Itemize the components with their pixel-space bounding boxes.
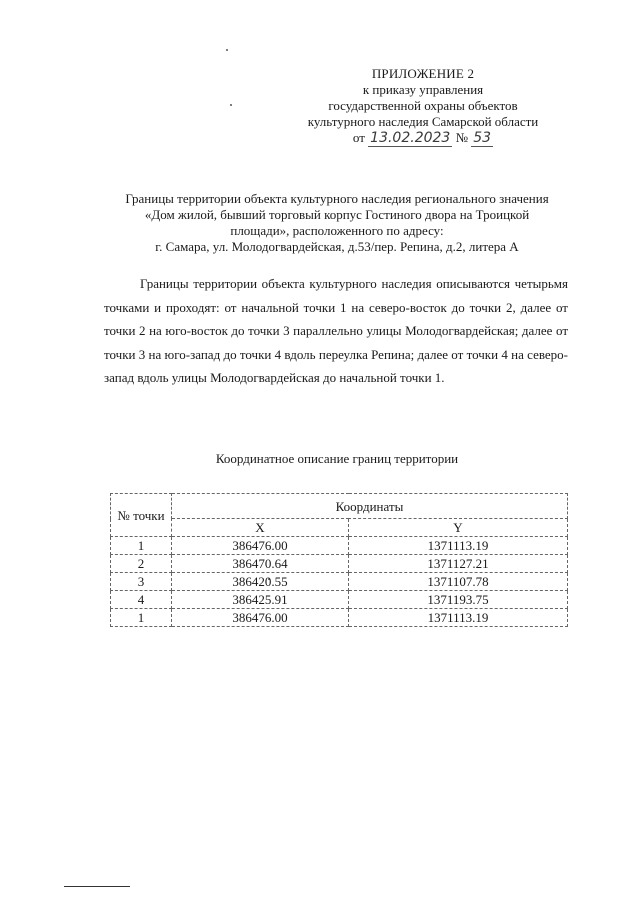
cell-point: 1 <box>111 609 172 627</box>
cell-y: 1371113.19 <box>349 609 568 627</box>
header-coordinates: Координаты <box>172 494 568 519</box>
table-row <box>111 573 568 591</box>
cell-y: 1371193.75 <box>349 591 568 609</box>
cell-x: 386425.91 <box>172 591 349 609</box>
cell-point: 1 <box>111 537 172 555</box>
document-title <box>104 191 570 255</box>
table-row <box>111 591 568 609</box>
coordinates-table <box>110 493 568 627</box>
number-prefix: № <box>455 130 468 145</box>
title-line-2: «Дом жилой, бывший торговый корпус Гостиного двора на Троицкой <box>144 207 530 222</box>
cell-y: 1371127.21 <box>349 555 568 573</box>
boundary-description: Границы территории объекта культурного наследия описываются четырьмя точками и проходят: от начальной точки 1 на северо-восток до точки 2, далее от точки 2 на юго-восток до точки 3 параллельно улицы Молодогвардейская; далее от точки 3 на юго-запад до точки 4 вдоль переулка Репина; далее от точки 4 на северо-запад вдоль улицы Молодогвардейская до начальной точки 1. <box>104 276 568 385</box>
cell-point: 3 <box>111 573 172 591</box>
scan-mark <box>230 104 232 106</box>
appendix-line-2: государственной охраны объектов <box>328 98 518 113</box>
footnote-divider <box>64 886 130 887</box>
cell-point: 2 <box>111 555 172 573</box>
order-number: 53 <box>473 130 492 146</box>
table-row <box>111 537 568 555</box>
table-caption: Координатное описание границ территории <box>215 451 459 466</box>
header-y: Y <box>349 519 568 537</box>
title-line-4: г. Самара, ул. Молодогвардейская, д.53/пер. Репина, д.2, литера А <box>155 239 519 254</box>
appendix-line-3: культурного наследия Самарской области <box>307 114 539 129</box>
cell-y: 1371113.19 <box>349 537 568 555</box>
header-point-number: № точки <box>111 494 172 537</box>
cell-x: 386476.00 <box>172 609 349 627</box>
title-line-1: Границы территории объекта культурного наследия регионального значения <box>125 191 549 206</box>
table-row <box>111 609 568 627</box>
cell-x: 386476.00 <box>172 537 349 555</box>
appendix-header <box>300 66 546 146</box>
cell-x: 386420.55 <box>172 573 349 591</box>
cell-x: 386470.64 <box>172 555 349 573</box>
cell-point: 4 <box>111 591 172 609</box>
title-line-3: площади», расположенного по адресу: <box>230 223 444 238</box>
table-row <box>111 555 568 573</box>
date-prefix: от <box>352 130 365 145</box>
header-x: X <box>172 519 349 537</box>
cell-y: 1371107.78 <box>349 573 568 591</box>
appendix-line-1: к приказу управления <box>362 82 484 97</box>
appendix-date-line <box>300 130 546 146</box>
order-date: 13.02.2023 <box>370 130 451 146</box>
scan-mark <box>226 49 228 51</box>
appendix-title: ПРИЛОЖЕНИЕ 2 <box>371 66 475 81</box>
